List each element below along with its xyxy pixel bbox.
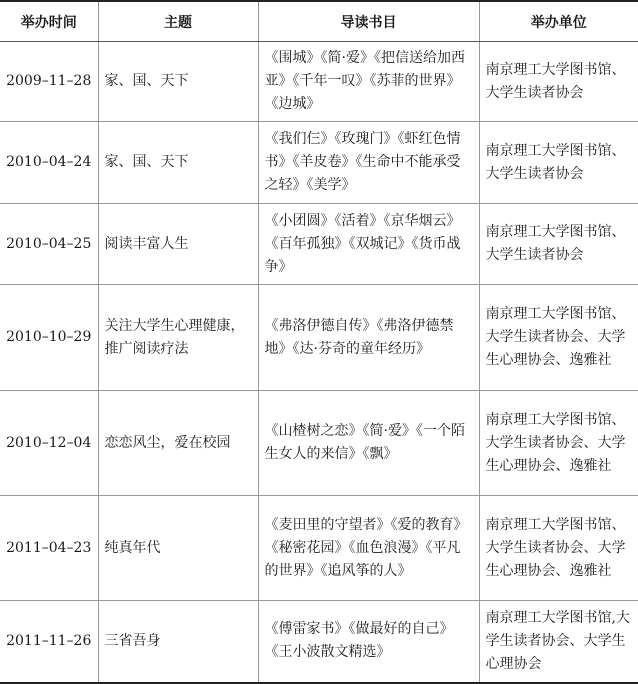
cell-org: 南京理工大学图书馆、大学生读者协会、大学生心理协会、逸雅社 bbox=[479, 496, 638, 601]
table-row bbox=[0, 204, 638, 285]
cell-org: 南京理工大学图书馆、大学生读者协会 bbox=[479, 122, 638, 204]
table-row bbox=[0, 285, 638, 391]
header-row bbox=[0, 1, 638, 42]
cell-theme: 纯真年代 bbox=[98, 496, 258, 601]
table-row bbox=[0, 496, 638, 601]
cell-date: 2010–04–25 bbox=[0, 204, 98, 285]
cell-org: 南京理工大学图书馆、大学生读者协会、大学生心理协会、逸雅社 bbox=[479, 391, 638, 496]
table-row bbox=[0, 122, 638, 204]
cell-theme: 恋恋风尘，爱在校园 bbox=[98, 391, 258, 496]
header-books: 导读书目 bbox=[258, 1, 479, 42]
cell-books: 《弗洛伊德自传》《弗洛伊德禁地》《达·芬奇的童年经历》 bbox=[258, 285, 479, 391]
cell-theme: 家、国、天下 bbox=[98, 122, 258, 204]
cell-date: 2011–04–23 bbox=[0, 496, 98, 601]
cell-books: 《傅雷家书》《做最好的自己》《王小波散文精选》 bbox=[258, 601, 479, 683]
cell-org: 南京理工大学图书馆、大学生读者协会 bbox=[479, 42, 638, 122]
cell-date: 2009–11–28 bbox=[0, 42, 98, 122]
cell-books: 《围城》《简·爱》《把信送给加西亚》《千年一叹》《苏菲的世界》《边城》 bbox=[258, 42, 479, 122]
cell-books: 《山楂树之恋》《简·爱》《一个陌生女人的来信》《飘》 bbox=[258, 391, 479, 496]
cell-theme: 关注大学生心理健康，推广阅读疗法 bbox=[98, 285, 258, 391]
cell-books: 《我们仨》《玫瑰门》《虾红色情书》《羊皮卷》《生命中不能承受之轻》《美学》 bbox=[258, 122, 479, 204]
header-org: 举办单位 bbox=[479, 1, 638, 42]
cell-date: 2010–12–04 bbox=[0, 391, 98, 496]
cell-org: 南京理工大学图书馆、大学生读者协会 bbox=[479, 204, 638, 285]
header-theme: 主题 bbox=[98, 1, 258, 42]
cell-books: 《小团圆》《活着》《京华烟云》《百年孤独》《双城记》《货币战争》 bbox=[258, 204, 479, 285]
table-row bbox=[0, 42, 638, 122]
cell-theme: 阅读丰富人生 bbox=[98, 204, 258, 285]
cell-org: 南京理工大学图书馆,大学生读者协会、大学生心理协会 bbox=[479, 601, 638, 683]
cell-theme: 家、国、天下 bbox=[98, 42, 258, 122]
cell-date: 2010–10–29 bbox=[0, 285, 98, 391]
cell-theme: 三省吾身 bbox=[98, 601, 258, 683]
cell-date: 2010–04–24 bbox=[0, 122, 98, 204]
header-date: 举办时间 bbox=[0, 1, 98, 42]
cell-date: 2011–11–26 bbox=[0, 601, 98, 683]
cell-org: 南京理工大学图书馆、大学生读者协会、大学生心理协会、逸雅社 bbox=[479, 285, 638, 391]
table-row bbox=[0, 601, 638, 683]
cell-books: 《麦田里的守望者》《爱的教育》《秘密花园》《血色浪漫》《平凡的世界》《追风筝的人》 bbox=[258, 496, 479, 601]
table-row bbox=[0, 391, 638, 496]
